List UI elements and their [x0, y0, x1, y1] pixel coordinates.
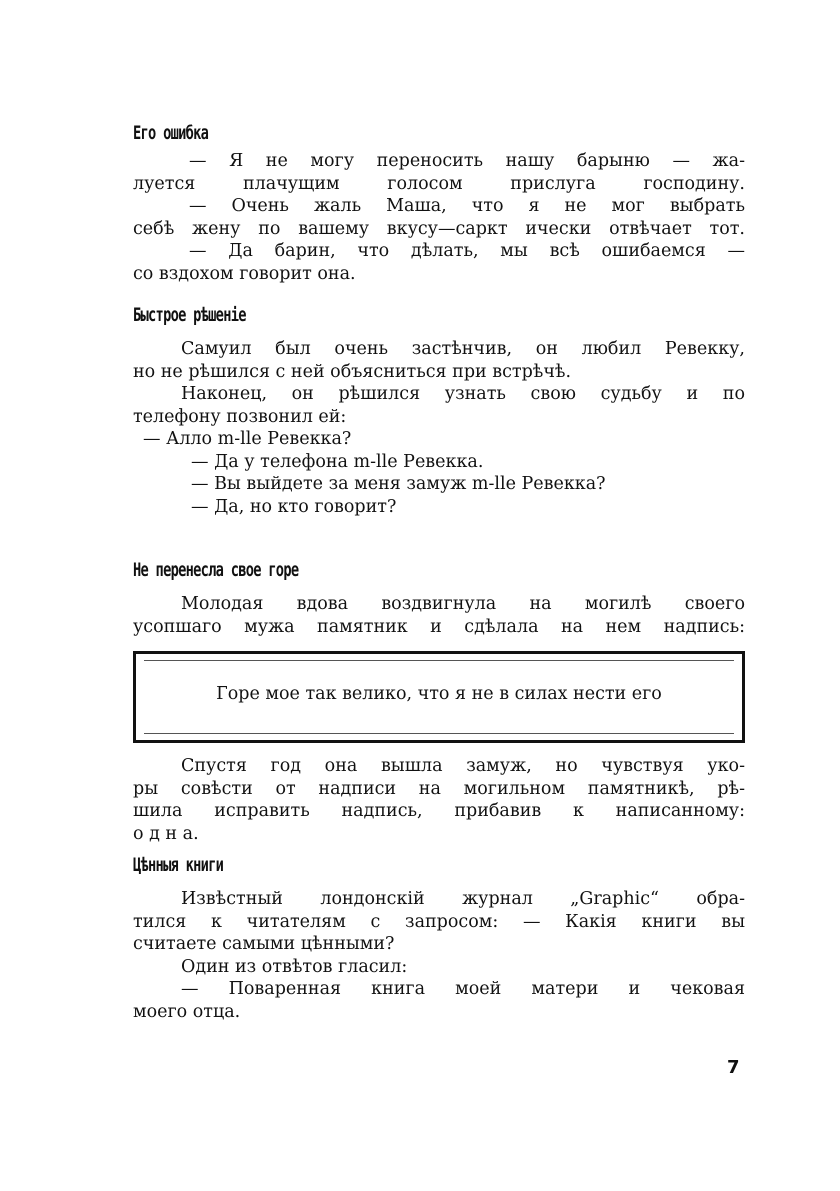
- section-body-before-inscription: [133, 593, 745, 638]
- inscription-text: Горе мое так велико, что я не в силах нести его: [216, 684, 662, 704]
- text-line: телефону позвонил ей:: [133, 406, 347, 427]
- section-title-quick-decision: Быстрое рѣшеніе: [133, 304, 246, 326]
- page-number: 7: [727, 1057, 740, 1078]
- text-line: усопшаго мужа памятник и сдѣлала на нем надпись:: [133, 616, 745, 637]
- text-line: — Я не могу переносить нашу барыню — жа-: [189, 151, 745, 171]
- text-line: считаете самыми цѣнными?: [133, 934, 395, 954]
- section-body-after-inscription: [133, 755, 745, 845]
- text-line: о д н а.: [133, 823, 199, 844]
- section-body-valuable-books: [133, 888, 745, 1023]
- text-line: Наконец, он рѣшился узнать свою судьбу и по: [181, 384, 745, 404]
- text-line: моего отца.: [133, 1001, 241, 1022]
- text-line: — Очень жаль Маша, что я не мог выбрать: [189, 196, 745, 216]
- section-title-his-mistake: Его ошибка: [133, 122, 209, 144]
- text-line: Самуил был очень застѣнчив, он любил Ревекку,: [181, 339, 745, 359]
- text-line: со вздохом говорит она.: [133, 263, 356, 284]
- section-title-valuable-books: Цѣнныя книги: [133, 854, 224, 876]
- section-body-his-mistake: [133, 150, 745, 285]
- text-line: луется плачущим голосом прислуга господину.: [133, 173, 745, 194]
- text-line: Молодая вдова воздвигнула на могилѣ своего: [181, 594, 745, 614]
- text-line: но не рѣшился с ней объясниться при встрѣчѣ.: [133, 361, 572, 382]
- section-title-could-not-bear-grief: Не перенесла свое горе: [133, 559, 299, 581]
- text-line: Один из отвѣтов гласил:: [181, 956, 408, 977]
- text-line: Извѣстный лондонскій журнал „Graphic“ обра-: [181, 889, 745, 909]
- text-line: — Да, но кто говорит?: [191, 496, 397, 517]
- text-line: Спустя год она вышла замуж, но чувствуя уко-: [181, 756, 745, 776]
- section-body-quick-decision: [133, 338, 745, 518]
- text-line: себѣ жену по вашему вкусу—саркт ически отвѣчает тот.: [133, 218, 745, 239]
- text-line: ры совѣсти от надписи на могильном памятникѣ, рѣ-: [133, 778, 745, 799]
- text-line: тился к читателям с запросом: — Какія книги вы: [133, 911, 745, 932]
- text-line: — Поваренная книга моей матери и чековая: [181, 979, 745, 999]
- inscription-frame: [133, 651, 745, 743]
- text-line: — Да у телефона m-lle Ревекка.: [191, 451, 484, 472]
- text-line: — Да барин, что дѣлать, мы всѣ ошибаемся —: [189, 241, 745, 261]
- text-line: — Вы выйдете за меня замуж m-lle Ревекка?: [191, 474, 606, 494]
- text-line: — Алло m-lle Ревекка?: [143, 429, 352, 449]
- text-line: шила исправить надпись, прибавив к написанному:: [133, 801, 745, 821]
